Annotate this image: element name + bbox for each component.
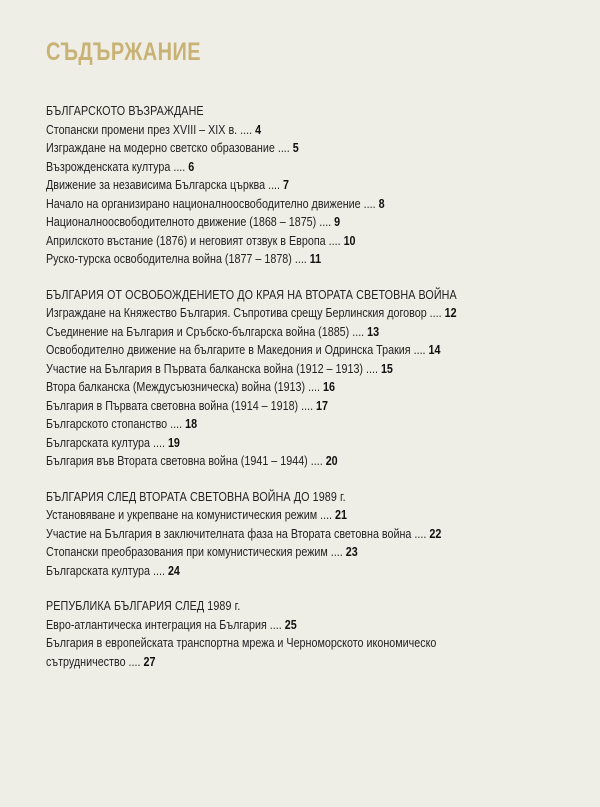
toc-entry[interactable] xyxy=(46,232,493,251)
page-number: 17 xyxy=(316,398,329,413)
entry-title: Руско-турска освободителна война (1877 – 1878) .... xyxy=(46,252,307,266)
page-number: 23 xyxy=(345,545,358,559)
page-number: 13 xyxy=(367,324,380,339)
page-number: 11 xyxy=(309,252,322,266)
page-number: 25 xyxy=(284,617,297,632)
page-number: 22 xyxy=(429,526,442,541)
toc-section xyxy=(46,102,566,269)
entry-title: Българската култура .... xyxy=(46,435,165,450)
entry-title: Българската култура .... xyxy=(46,563,165,578)
toc-entry[interactable] xyxy=(46,543,493,562)
toc-entry[interactable] xyxy=(46,176,493,195)
entry-title: България в европейската транспортна мрежа и Черноморското икономическо xyxy=(46,636,437,650)
page-number: 20 xyxy=(325,454,338,468)
page-number: 4 xyxy=(255,122,262,137)
toc-entry[interactable] xyxy=(46,304,493,323)
section-heading: РЕПУБЛИКА БЪЛГАРИЯ СЛЕД 1989 г. xyxy=(46,599,241,613)
entry-title: България в Първата световна война (1914 – 1918) .... xyxy=(46,398,314,413)
entry-title: Евро-атлантическа интеграция на България .... xyxy=(46,617,282,632)
entry-title-continued: сътрудничество .... xyxy=(46,654,141,669)
toc-entry[interactable] xyxy=(46,341,493,360)
table-of-contents xyxy=(46,102,566,688)
entry-title: Установяване и укрепване на комунистическия режим .... xyxy=(46,508,333,522)
toc-entry[interactable] xyxy=(46,415,493,434)
page-number: 15 xyxy=(380,361,393,376)
entry-title: Начало на организирано националноосвободително движение .... xyxy=(46,196,376,211)
page-number: 12 xyxy=(444,306,457,320)
page-number: 21 xyxy=(335,508,348,522)
entry-title: Изграждане на модерно светско образование .... xyxy=(46,141,290,155)
toc-entry[interactable] xyxy=(46,360,493,379)
toc-entry[interactable] xyxy=(46,378,493,397)
page-number: 8 xyxy=(378,196,385,211)
page-number: 10 xyxy=(343,233,356,248)
section-heading: БЪЛГАРИЯ ОТ ОСВОБОЖДЕНИЕТО ДО КРАЯ НА ВТОРАТА СВЕТОВНА ВОЙНА xyxy=(46,287,457,302)
entry-title: Изграждане на Княжество България. Съпротива срещу Берлинския договор .... xyxy=(46,306,442,320)
page-number: 16 xyxy=(323,380,335,394)
page-title: СЪДЪРЖАНИЕ xyxy=(46,38,201,66)
section-heading: БЪЛГАРИЯ СЛЕД ВТОРАТА СВЕТОВНА ВОЙНА ДО 1989 г. xyxy=(46,489,346,504)
page-number: 5 xyxy=(292,141,299,155)
page-number: 7 xyxy=(283,178,290,192)
toc-entry[interactable] xyxy=(46,397,493,416)
toc-entry[interactable] xyxy=(46,452,493,471)
entry-title: България във Втората световна война (1941 – 1944) .... xyxy=(46,454,323,468)
toc-entry[interactable] xyxy=(46,121,493,140)
toc-entry[interactable] xyxy=(46,434,493,453)
section-heading: БЪЛГАРСКОТО ВЪЗРАЖДАНЕ xyxy=(46,104,204,118)
toc-entry[interactable] xyxy=(46,195,493,214)
toc-entry[interactable] xyxy=(46,634,493,653)
page-number: 9 xyxy=(334,215,341,229)
entry-title: Националноосвободителното движение (1868 – 1875) .... xyxy=(46,215,332,229)
toc-entry[interactable] xyxy=(46,562,493,581)
toc-entry[interactable] xyxy=(46,616,493,635)
entry-title: Стопански промени през XVIII – XIX в. .... xyxy=(46,122,253,137)
entry-title: Априлското въстание (1876) и неговият отзвук в Европа .... xyxy=(46,233,341,248)
toc-entry[interactable] xyxy=(46,213,493,232)
toc-entry[interactable] xyxy=(46,158,493,177)
entry-title: Втора балканска (Междусъюзническа) война (1913) .... xyxy=(46,380,321,394)
page-number: 6 xyxy=(188,159,195,174)
page-number: 27 xyxy=(143,654,156,669)
toc-section xyxy=(46,597,566,671)
entry-title: Възрожденската култура .... xyxy=(46,159,186,174)
toc-entry[interactable] xyxy=(46,139,493,158)
toc-entry-continued[interactable] xyxy=(46,653,493,672)
toc-section xyxy=(46,286,566,471)
page-number: 24 xyxy=(167,563,180,578)
entry-title: Участие на България в Първата балканска война (1912 – 1913) .... xyxy=(46,361,378,376)
page-number: 18 xyxy=(185,417,198,431)
entry-title: Движение за независима Българска църква .... xyxy=(46,178,281,192)
entry-title: Съединение на България и Сръбско-българска война (1885) .... xyxy=(46,324,365,339)
toc-entry[interactable] xyxy=(46,525,493,544)
entry-title: Стопански преобразования при комунистическия режим .... xyxy=(46,545,343,559)
toc-entry[interactable] xyxy=(46,506,493,525)
toc-entry[interactable] xyxy=(46,323,493,342)
entry-title: Българското стопанство .... xyxy=(46,417,183,431)
toc-entry[interactable] xyxy=(46,250,493,269)
toc-section xyxy=(46,488,566,581)
page-number: 19 xyxy=(167,435,180,450)
entry-title: Участие на България в заключителната фаза на Втората световна война .... xyxy=(46,526,427,541)
entry-title: Освободително движение на българите в Македония и Одринска Тракия .... xyxy=(46,343,426,357)
page-number: 14 xyxy=(428,343,441,357)
